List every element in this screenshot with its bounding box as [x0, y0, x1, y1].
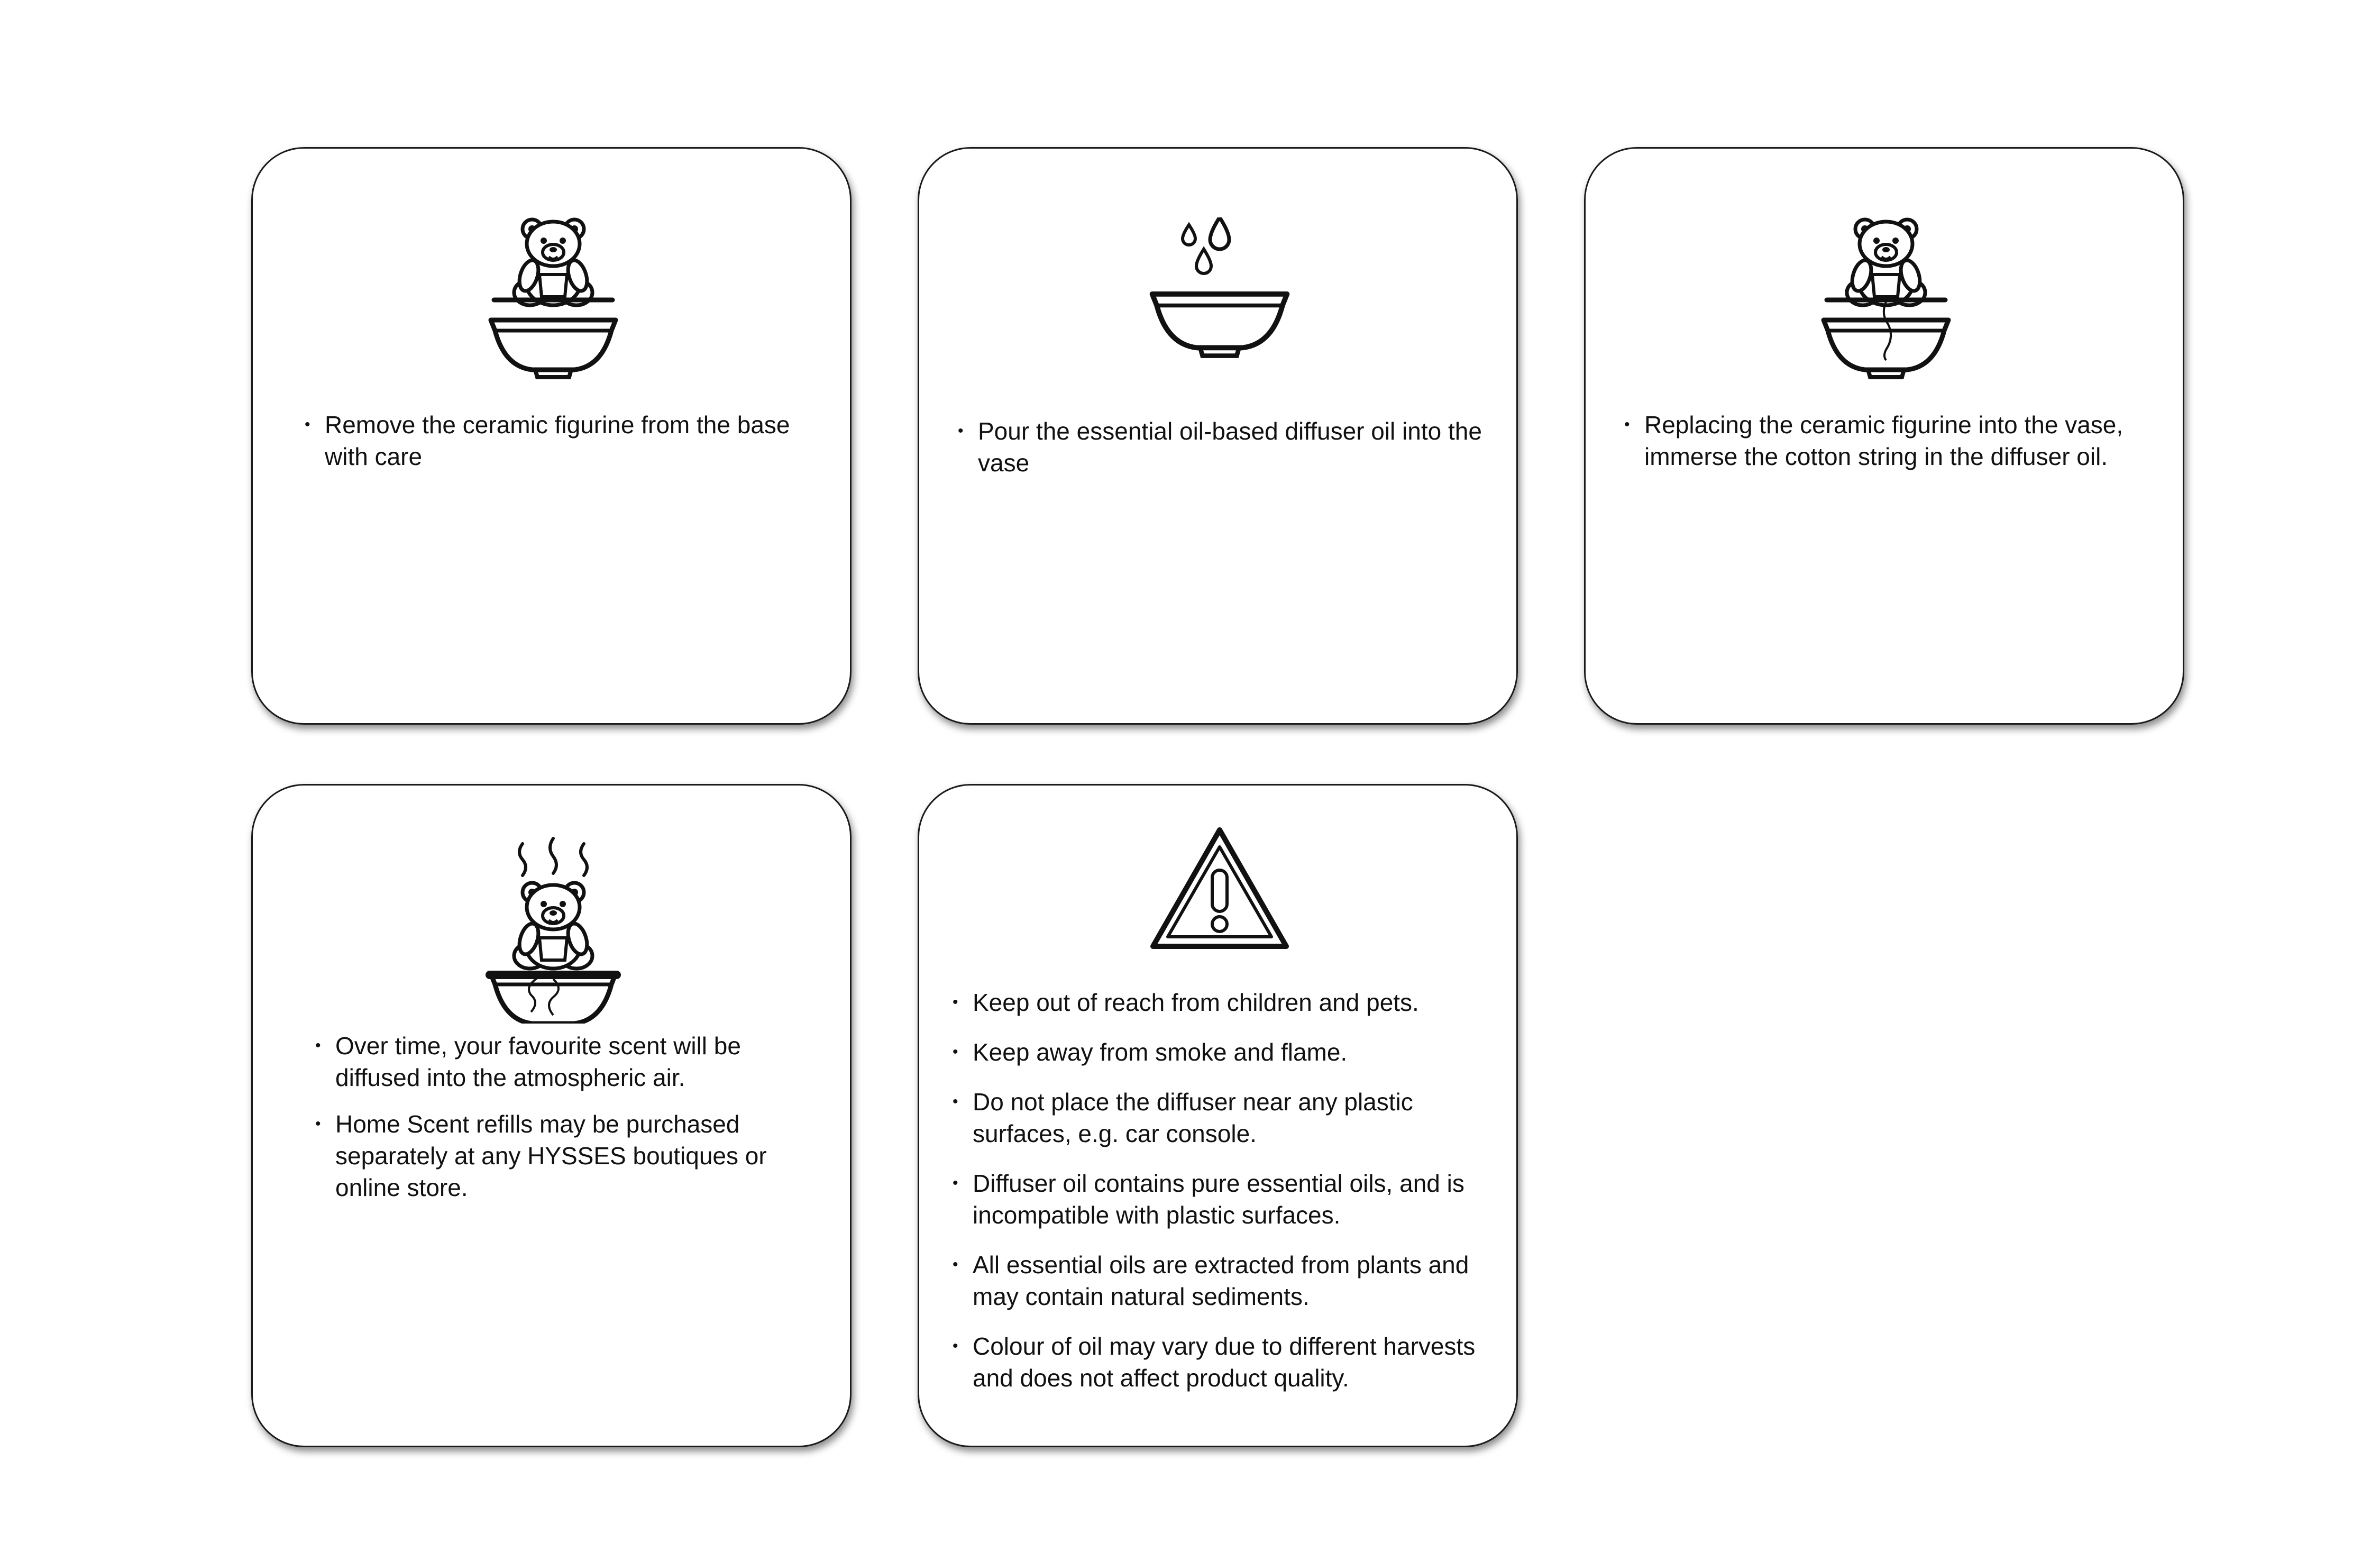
step-instructions — [305, 409, 834, 472]
bear-figurine-above-bowl-icon — [474, 202, 633, 381]
warning-item: • Diffuser oil contains pure essential oils, and is incompatible with plastic surfaces. — [953, 1167, 1513, 1231]
oil-drops-into-bowl-icon — [1140, 217, 1299, 376]
step-card-replace-figurine — [1584, 147, 2184, 725]
warning-item: • All essential oils are extracted from plants and may contain natural sediments. — [953, 1249, 1513, 1312]
step-instructions — [1624, 409, 2174, 472]
bear-figurine-with-string-into-bowl-icon — [1807, 202, 1965, 381]
warning-item: • Keep away from smoke and flame. — [953, 1036, 1513, 1068]
warning-item: • Keep out of reach from children and pets. — [953, 987, 1513, 1018]
warning-item: • Do not place the diffuser near any plastic surfaces, e.g. car console. — [953, 1086, 1513, 1149]
warnings-card — [918, 784, 1518, 1447]
step-card-scent-diffusion — [251, 784, 852, 1447]
step-card-pour-oil — [918, 147, 1518, 725]
instruction-item: • Home Scent refills may be purchased separately at any HYSSES boutiques or online store. — [315, 1108, 823, 1203]
instruction-item: • Remove the ceramic figurine from the base with care — [305, 409, 834, 472]
warnings-list — [953, 987, 1513, 1412]
step-instructions — [958, 415, 1497, 479]
instruction-item: • Replacing the ceramic figurine into the vase, immerse the cotton string in the diffuser oil. — [1624, 409, 2174, 472]
instruction-item: • Over time, your favourite scent will be diffused into the atmospheric air. — [315, 1030, 823, 1093]
bear-diffuser-with-scent-waves-icon — [474, 812, 633, 1024]
warning-triangle-icon — [1146, 823, 1294, 960]
step-card-remove-figurine — [251, 147, 852, 725]
instruction-item: • Pour the essential oil-based diffuser oil into the vase — [958, 415, 1497, 479]
warning-item: • Colour of oil may vary due to different harvests and does not affect product quality. — [953, 1330, 1513, 1394]
step-instructions — [315, 1030, 823, 1218]
